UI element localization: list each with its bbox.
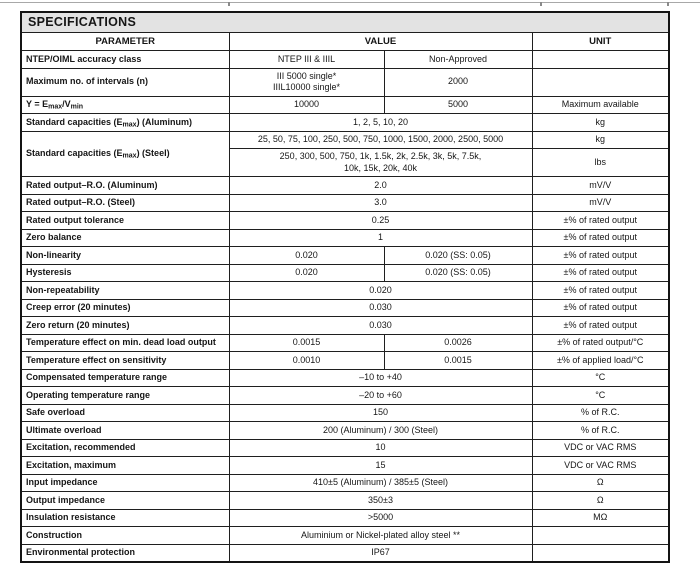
value-cell: 1 bbox=[229, 229, 532, 247]
parameter-cell: Standard capacities $(E_{max})$ (Aluminum) bbox=[21, 114, 229, 132]
table-row bbox=[21, 177, 669, 195]
value-cell: –20 to +60 bbox=[229, 387, 532, 405]
value-cell: 200 (Aluminum) / 300 (Steel) bbox=[229, 422, 532, 440]
parameter-cell: Insulation resistance bbox=[21, 509, 229, 527]
unit-cell: ±% of applied load/°C bbox=[532, 352, 669, 370]
unit-cell bbox=[532, 51, 669, 69]
col-header-value: VALUE bbox=[229, 33, 532, 51]
table-row bbox=[21, 264, 669, 282]
column-header-row bbox=[21, 33, 669, 51]
table-row bbox=[21, 527, 669, 545]
cropped-column-tick bbox=[228, 2, 230, 6]
parameter-cell: Operating temperature range bbox=[21, 387, 229, 405]
parameter-cell: Hysteresis bbox=[21, 264, 229, 282]
value-cell: 0.020 (SS: 0.05) bbox=[384, 247, 532, 265]
parameter-cell: Non-linearity bbox=[21, 247, 229, 265]
table-row bbox=[21, 51, 669, 69]
value-cell: 1, 2, 5, 10, 20 bbox=[229, 114, 532, 132]
value-cell: Aluminium or Nickel-plated alloy steel ** bbox=[229, 527, 532, 545]
page-title: SPECIFICATIONS bbox=[21, 12, 669, 33]
table-row bbox=[21, 492, 669, 510]
value-cell: 25, 50, 75, 100, 250, 500, 750, 1000, 1500, 2000, 2500, 5000 bbox=[229, 131, 532, 149]
cropped-column-tick bbox=[540, 2, 542, 6]
unit-cell: ±% of rated output bbox=[532, 264, 669, 282]
unit-cell: % of R.C. bbox=[532, 422, 669, 440]
unit-cell: ±% of rated output bbox=[532, 282, 669, 300]
unit-cell bbox=[532, 68, 669, 96]
unit-cell: ±% of rated output bbox=[532, 229, 669, 247]
value-cell: Non-Approved bbox=[384, 51, 532, 69]
unit-cell: MΩ bbox=[532, 509, 669, 527]
unit-cell bbox=[532, 527, 669, 545]
value-cell: III 5000 single* IIIL10000 single* bbox=[229, 68, 384, 96]
unit-cell: ±% of rated output bbox=[532, 317, 669, 335]
parameter-cell: Environmental protection bbox=[21, 544, 229, 562]
unit-cell: Ω bbox=[532, 474, 669, 492]
parameter-cell: NTEP/OIML accuracy class bbox=[21, 51, 229, 69]
parameter-cell: Rated output–R.O. (Aluminum) bbox=[21, 177, 229, 195]
unit-cell: mV/V bbox=[532, 194, 669, 212]
unit-cell: ±% of rated output/°C bbox=[532, 334, 669, 352]
unit-cell: Ω bbox=[532, 492, 669, 510]
cropped-column-tick bbox=[667, 2, 669, 6]
value-cell: IP67 bbox=[229, 544, 532, 562]
unit-cell: °C bbox=[532, 387, 669, 405]
value-cell: 2000 bbox=[384, 68, 532, 96]
unit-cell: kg bbox=[532, 114, 669, 132]
table-row bbox=[21, 439, 669, 457]
table-body bbox=[21, 51, 669, 563]
table-row bbox=[21, 114, 669, 132]
value-cell: 410±5 (Aluminum) / 385±5 (Steel) bbox=[229, 474, 532, 492]
value-cell: 15 bbox=[229, 457, 532, 475]
parameter-cell: Non-repeatability bbox=[21, 282, 229, 300]
value-cell: 250, 300, 500, 750, 1k, 1.5k, 2k, 2.5k, 3k, 5k, 7.5k, 10k, 15k, 20k, 40k bbox=[229, 149, 532, 177]
value-cell: 0.0015 bbox=[229, 334, 384, 352]
table-row bbox=[21, 131, 669, 149]
value-cell: 0.030 bbox=[229, 317, 532, 335]
value-cell: 0.0015 bbox=[384, 352, 532, 370]
parameter-cell: Rated output tolerance bbox=[21, 212, 229, 230]
table-row bbox=[21, 68, 669, 96]
parameter-cell: Construction bbox=[21, 527, 229, 545]
table-row bbox=[21, 404, 669, 422]
unit-cell: °C bbox=[532, 369, 669, 387]
col-header-unit: UNIT bbox=[532, 33, 669, 51]
parameter-cell: Ultimate overload bbox=[21, 422, 229, 440]
table-row bbox=[21, 352, 669, 370]
unit-cell: ±% of rated output bbox=[532, 247, 669, 265]
table-row bbox=[21, 194, 669, 212]
parameter-cell: Standard capacities $(E_{max})$ (Steel) bbox=[21, 131, 229, 177]
unit-cell: ±% of rated output bbox=[532, 212, 669, 230]
unit-cell: ±% of rated output bbox=[532, 299, 669, 317]
parameter-cell: Compensated temperature range bbox=[21, 369, 229, 387]
unit-cell: Maximum available bbox=[532, 96, 669, 114]
unit-cell: VDC or VAC RMS bbox=[532, 457, 669, 475]
value-cell: 0.020 bbox=[229, 247, 384, 265]
parameter-cell: $Y = E_{max}/V_{min}$ bbox=[21, 96, 229, 114]
table-row bbox=[21, 422, 669, 440]
table-row bbox=[21, 369, 669, 387]
table-row bbox=[21, 299, 669, 317]
table-title-row bbox=[21, 12, 669, 33]
parameter-cell: Output impedance bbox=[21, 492, 229, 510]
value-cell: 350±3 bbox=[229, 492, 532, 510]
table-row bbox=[21, 509, 669, 527]
value-cell: 2.0 bbox=[229, 177, 532, 195]
parameter-cell: Zero balance bbox=[21, 229, 229, 247]
value-cell: 5000 bbox=[384, 96, 532, 114]
specifications-table bbox=[20, 11, 670, 563]
value-cell: 0.25 bbox=[229, 212, 532, 230]
parameter-cell: Maximum no. of intervals (n) bbox=[21, 68, 229, 96]
table-row bbox=[21, 96, 669, 114]
parameter-cell: Zero return (20 minutes) bbox=[21, 317, 229, 335]
parameter-cell: Excitation, maximum bbox=[21, 457, 229, 475]
parameter-cell: Temperature effect on sensitivity bbox=[21, 352, 229, 370]
unit-cell: VDC or VAC RMS bbox=[532, 439, 669, 457]
table-row bbox=[21, 282, 669, 300]
table-row bbox=[21, 212, 669, 230]
unit-cell: mV/V bbox=[532, 177, 669, 195]
value-cell: >5000 bbox=[229, 509, 532, 527]
value-cell: –10 to +40 bbox=[229, 369, 532, 387]
unit-cell: lbs bbox=[532, 149, 669, 177]
value-cell: 0.0026 bbox=[384, 334, 532, 352]
unit-cell: % of R.C. bbox=[532, 404, 669, 422]
value-cell: 3.0 bbox=[229, 194, 532, 212]
unit-cell bbox=[532, 544, 669, 562]
value-cell: 10 bbox=[229, 439, 532, 457]
table-row bbox=[21, 334, 669, 352]
parameter-cell: Temperature effect on min. dead load output bbox=[21, 334, 229, 352]
col-header-parameter: PARAMETER bbox=[21, 33, 229, 51]
cropped-table-edge bbox=[0, 2, 700, 3]
value-cell: 0.020 bbox=[229, 282, 532, 300]
table-row bbox=[21, 229, 669, 247]
parameter-cell: Safe overload bbox=[21, 404, 229, 422]
parameter-cell: Creep error (20 minutes) bbox=[21, 299, 229, 317]
value-cell: 0.020 (SS: 0.05) bbox=[384, 264, 532, 282]
unit-cell: kg bbox=[532, 131, 669, 149]
value-cell: 0.030 bbox=[229, 299, 532, 317]
table-row bbox=[21, 474, 669, 492]
parameter-cell: Rated output–R.O. (Steel) bbox=[21, 194, 229, 212]
table-row bbox=[21, 387, 669, 405]
value-cell: NTEP III & IIIL bbox=[229, 51, 384, 69]
value-cell: 10000 bbox=[229, 96, 384, 114]
table-row bbox=[21, 457, 669, 475]
value-cell: 0.020 bbox=[229, 264, 384, 282]
value-cell: 150 bbox=[229, 404, 532, 422]
table-row bbox=[21, 247, 669, 265]
table-row bbox=[21, 544, 669, 562]
value-cell: 0.0010 bbox=[229, 352, 384, 370]
parameter-cell: Excitation, recommended bbox=[21, 439, 229, 457]
table-row bbox=[21, 317, 669, 335]
parameter-cell: Input impedance bbox=[21, 474, 229, 492]
